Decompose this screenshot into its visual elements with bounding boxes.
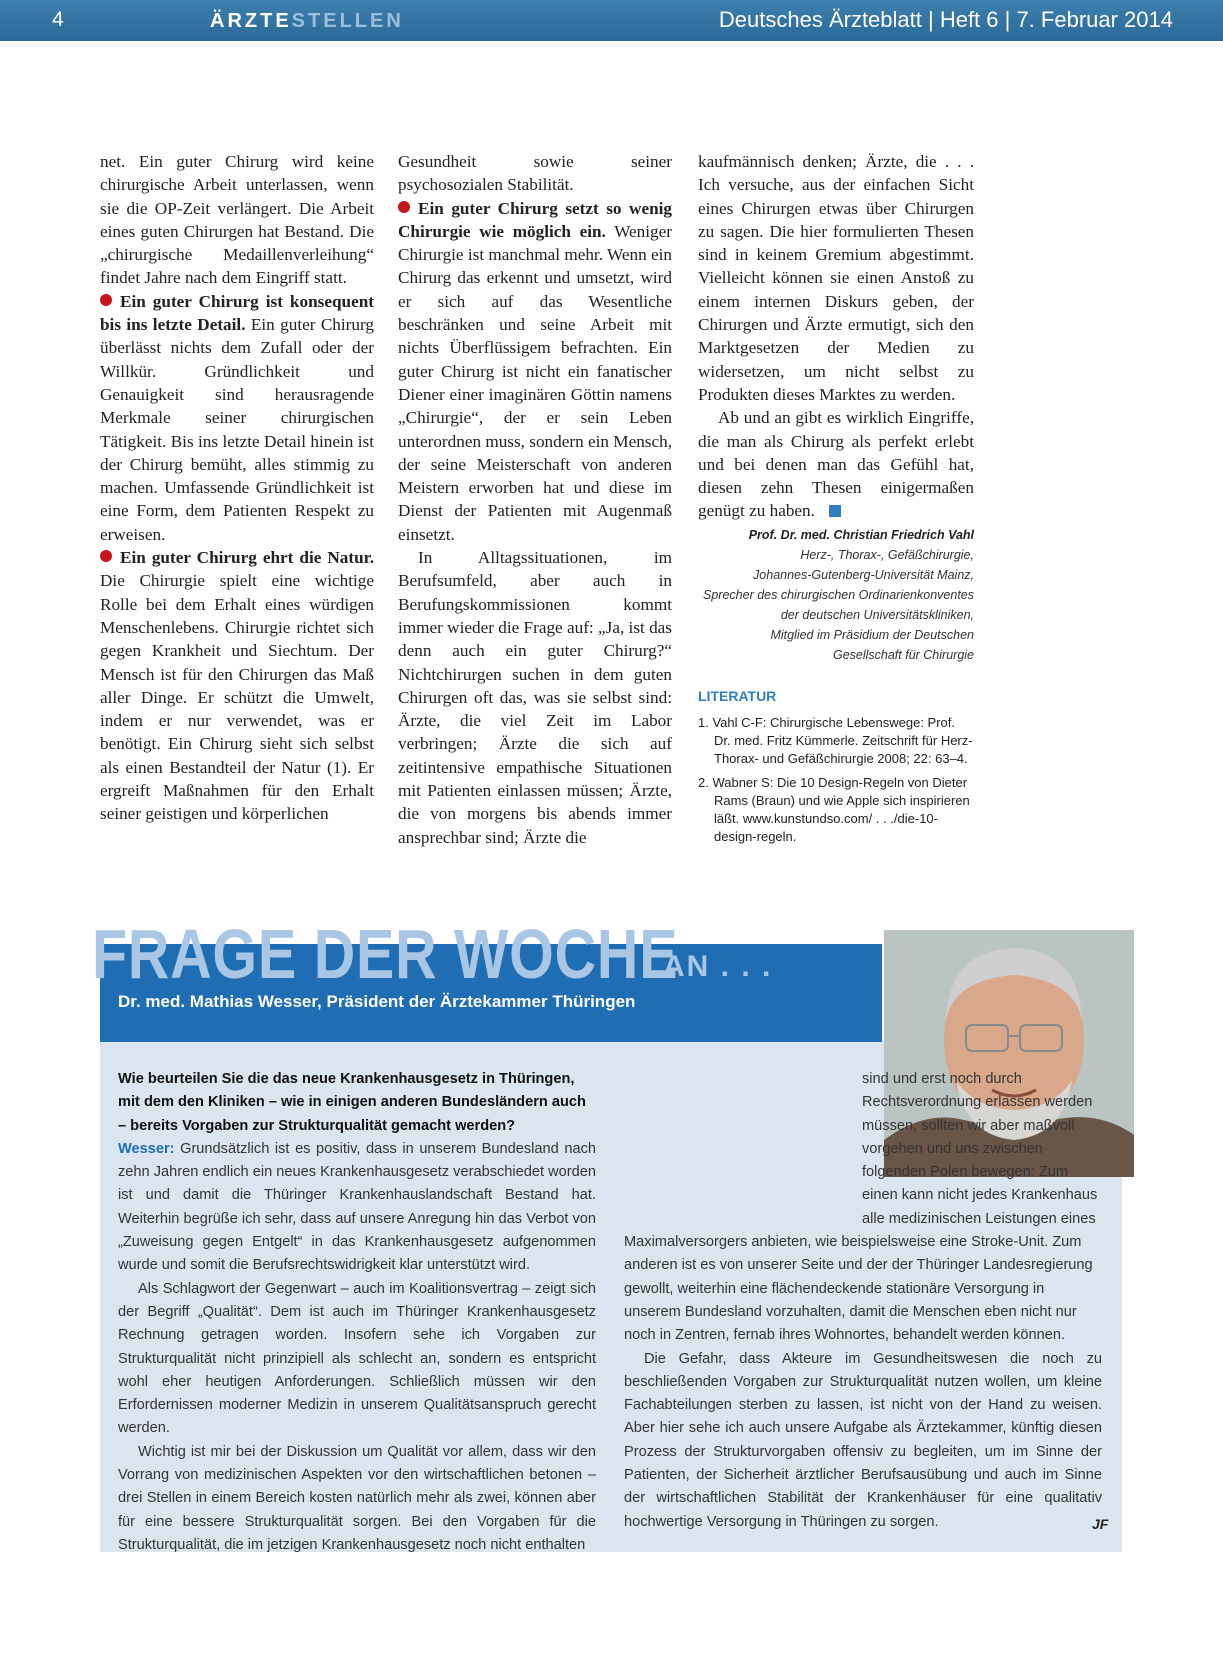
answer-label: Wesser:	[118, 1140, 175, 1157]
bullet-icon	[100, 294, 112, 306]
page-number: 4	[52, 8, 64, 31]
interview-column-2	[624, 1068, 1102, 1534]
paragraph-text: Ab und an gibt es wirklich Eingriffe, die man als Chirurg als perfekt erlebt und bei denen man das Gefühl hat, diesen zehn Thesen einigermaßen genügt zu haben.	[698, 408, 974, 521]
thesis-heading: Ein guter Chirurg ist konsequent bis ins letzte Detail.	[100, 291, 374, 335]
paragraph: kaufmännisch denken; Ärzte, die . . . Ich versuche, aus der einfachen Sicht eines Chirurgen etwas über Chirurgen zu sagen. Die hier formulierten Thesen sind in keinem Gremium abgestimmt. Vielleicht können sie einen Anstoß zu einem internen Diskurs geben, der Chirurgen und Ärzte ermutigt, sich den Marktgesetzen der Medien zu widersetzen, um nicht selbst zu Produkten dieses Marktes zu werden.	[698, 152, 974, 404]
author-affiliation: der deutschen Universitätskliniken,	[780, 607, 974, 622]
literature-heading: LITERATUR	[698, 687, 777, 704]
paragraph: net. Ein guter Chirurg wird keine chirurgische Arbeit unterlassen, wenn sie die OP-Zeit verlängert. Die Arbeit eines guten Chirurgen hat Bestand. Die „chirurgische Medaillenverleihung“ findet Jahre nach dem Eingriff statt.	[100, 152, 374, 288]
author-affiliation: Mitglied im Präsidium der Deutschen	[770, 627, 974, 642]
author-affiliation: Johannes-Gutenberg-Universität Mainz,	[753, 567, 974, 582]
paragraph	[100, 546, 374, 826]
interview-answer: Wichtig ist mir bei der Diskussion um Qualität vor allem, dass wir den Vorrang von medizinischen Aspekten vor den wirtschaftlichen betonen – drei Stellen in einem Bereich kosten natürlich mehr als zwei, können aber für eine bessere Strukturqualität sorgen. Bei den Vorgaben für die Strukturqualität, die im jetzigen Krankenhausgesetz noch nicht enthalten	[118, 1443, 596, 1553]
article-column-2	[398, 150, 672, 849]
bullet-icon	[100, 550, 112, 562]
author-name: Prof. Dr. med. Christian Friedrich Vahl	[748, 527, 974, 542]
literature-list	[698, 714, 974, 846]
interview-title: FRAGE DER WOCHE	[92, 915, 679, 993]
interview-column-1	[118, 1068, 596, 1557]
issue-info: Deutsches Ärzteblatt | Heft 6 | 7. Februar 2014	[718, 7, 1173, 32]
brand-part-1: ÄRZTE	[210, 10, 292, 32]
article-column-3	[698, 150, 974, 852]
interview-title-suffix: AN . . .	[663, 950, 773, 983]
interview-answer: Die Gefahr, dass Akteure im Gesundheitswesen die noch zu beschließenden Vorgaben zur Strukturqualität nutzen wollen, um kleine Fachabteilungen sterben zu lassen, ist nicht von der Hand zu weisen. Aber hier sehe ich auch unsere Aufgabe als Ärztekammer, künftig diesen Prozess der Strukturvorgaben offensiv zu begleiten, um im Sinne der Patienten, der Sicherheit ärztlicher Berufsausübung und auch im Sinne der wirtschaftlichen Stabilität der Krankenhäuser für eine qualitativ hochwertige Versorgung in Thüringen zu sorgen.	[624, 1350, 1102, 1530]
paragraph: Gesundheit sowie seiner psychosozialen Stabilität.	[398, 152, 672, 195]
paragraph-text: Ein guter Chirurg überlässt nichts dem Zufall oder der Willkür. Gründlichkeit und Genauigkeit sind herausragende Merkmale seiner chirurgischen Tätigkeit. Bis ins letzte Detail hinein ist der Chirurg bemüht, alles stimmig zu machen. Umfassende Gründlichkeit ist eine Form, dem Patienten Respekt zu erweisen.	[100, 315, 374, 544]
section-brand	[210, 10, 404, 33]
paragraph	[398, 197, 672, 546]
interview-answer: Als Schlagwort der Gegenwart – auch im Koalitionsvertrag – zeigt sich der Begriff „Qualität“. Dem ist auch im Thüringer Krankenhausgesetz Rechnung getragen worden. Insofern sehe ich Vorgaben zur Strukturqualität nicht prinzipiell als schlecht an, sondern es entspricht wohl eher heutigen Anforderungen. Schließlich müssen wir den Erfordernissen moderner Medizin in unserem Qualitätsanspruch gerecht werden.	[118, 1280, 596, 1437]
answer-text: sind und erst noch durch Rechtsverordnung erlassen werden müssen, sollten wir aber maßvoll vorgehen und uns zwischen folgenden Polen bewegen: Zum einen kann nicht jedes Krankenhaus alle medizinischen Leistungen eines Maximalversorgers anbieten, wie beispielsweise eine Stroke-Unit. Zum anderen ist es von unserer Seite und der der Thüringer Landesregierung gewollt, weiterhin eine flächendeckende stationäre Versorgung in unserem Bundesland vorzuhalten, damit die Menschen eben nicht nur noch in Zentren, fernab ihres Wohnortes, behandelt werden können.	[624, 1071, 1098, 1344]
end-square-icon	[829, 505, 841, 517]
paragraph	[698, 406, 974, 522]
author-affiliation: Herz-, Thorax-, Gefäßchirurgie,	[800, 547, 974, 562]
paragraph	[100, 290, 374, 546]
literature-item: 1. Vahl C-F: Chirurgische Lebenswege: Prof. Dr. med. Fritz Kümmerle. Zeitschrift für Herz-Thorax- und Gefäßchirurgie 2008; 22: 63–4.	[698, 715, 973, 767]
literature-item: 2. Wabner S: Die 10 Design-Regeln von Dieter Rams (Braun) und wie Apple sich inspirieren läßt. www.kunstundso.com/ . . ./die-10-design-regeln.	[698, 775, 970, 845]
interview-question: Wie beurteilen Sie die das neue Krankenhausgesetz in Thüringen, mit dem den Kliniken – wie in einigen anderen Bundesländern auch – bereits Vorgaben zur Strukturqualität gemacht werden?	[118, 1071, 586, 1134]
article-column-1	[100, 150, 374, 826]
page-header	[0, 0, 1223, 41]
author-signature	[698, 525, 974, 665]
author-affiliation: Gesellschaft für Chirurgie	[832, 647, 974, 662]
brand-part-2: STELLEN	[291, 10, 404, 32]
paragraph-text: Weniger Chirurgie ist manchmal mehr. Wenn ein Chirurg das erkennt und umsetzt, wird er sich auf das Wesentliche beschränken und seine Arbeit mit nichts Überflüssigem befrachten. Ein guter Chirurg ist nicht ein fanatischer Diener einer imaginären Göttin namens „Chirurgie“, der er sein Leben unterordnen muss, sondern ein Mensch, der seine Meisterschaft von anderen Meistern erworben hat und diese im Dienst der Patienten mit Augenmaß einsetzt.	[398, 221, 672, 544]
author-initials: JF	[1092, 1516, 1109, 1532]
bullet-icon	[398, 201, 410, 213]
answer-text: Grundsätzlich ist es positiv, dass in unserem Bundesland nach zehn Jahren endlich ein neues Krankenhausgesetz verabschiedet worden ist und damit die Thüringer Krankenhauslandschaft Bestand hat. Weiterhin begrüße ich sehr, dass auf unsere Anregung hin das Verbot von „Zuweisung gegen Entgelt“ in das Krankenhausgesetz aufgenommen wurde und somit die Berufsrechtswidrigkeit klar unterstützt wird.	[118, 1140, 596, 1274]
author-affiliation: Sprecher des chirurgischen Ordinarienkonventes	[703, 587, 974, 602]
thesis-heading: Ein guter Chirurg setzt so wenig Chirurgie wie möglich ein.	[398, 198, 672, 241]
interview-subtitle: Dr. med. Mathias Wesser, Präsident der Ärztekammer Thüringen	[118, 992, 636, 1011]
interview-answer	[624, 1068, 1102, 1348]
photo-wrap-spacer	[624, 1068, 862, 1218]
interview-answer	[118, 1138, 596, 1278]
paragraph: In Alltagssituationen, im Berufsumfeld, aber auch in Berufungskommissionen kommt immer wieder die Frage auf: „Ja, ist das denn auch ein guter Chirurg?“ Nichtchirurgen suchen in dem guten Chirurgen oft das, was sie selbst sind: Ärzte, die viel Zeit im Labor verbringen; Ärzte die sich auf zeitintensive empathische Situationen mit Patienten einlassen müssen; Ärzte, die von morgens bis abends immer ansprechbar sind; Ärzte die	[398, 548, 672, 847]
paragraph-text: Die Chirurgie spielt eine wichtige Rolle bei dem Erhalt eines würdigen Menschenlebens. Chirurgie richtet sich gegen Krankheit und Siechtum. Der Mensch ist für den Chirurgen das Maß aller Dinge. Er schützt die Umwelt, indem er nur verwendet, was er benötigt. Ein Chirurg sieht sich selbst als einen Bestandteil der Natur (1). Er ergreift Maßnahmen für den Erhalt seiner geistigen und körperlichen	[100, 571, 374, 824]
thesis-heading: Ein guter Chirurg ehrt die Natur.	[120, 548, 374, 568]
